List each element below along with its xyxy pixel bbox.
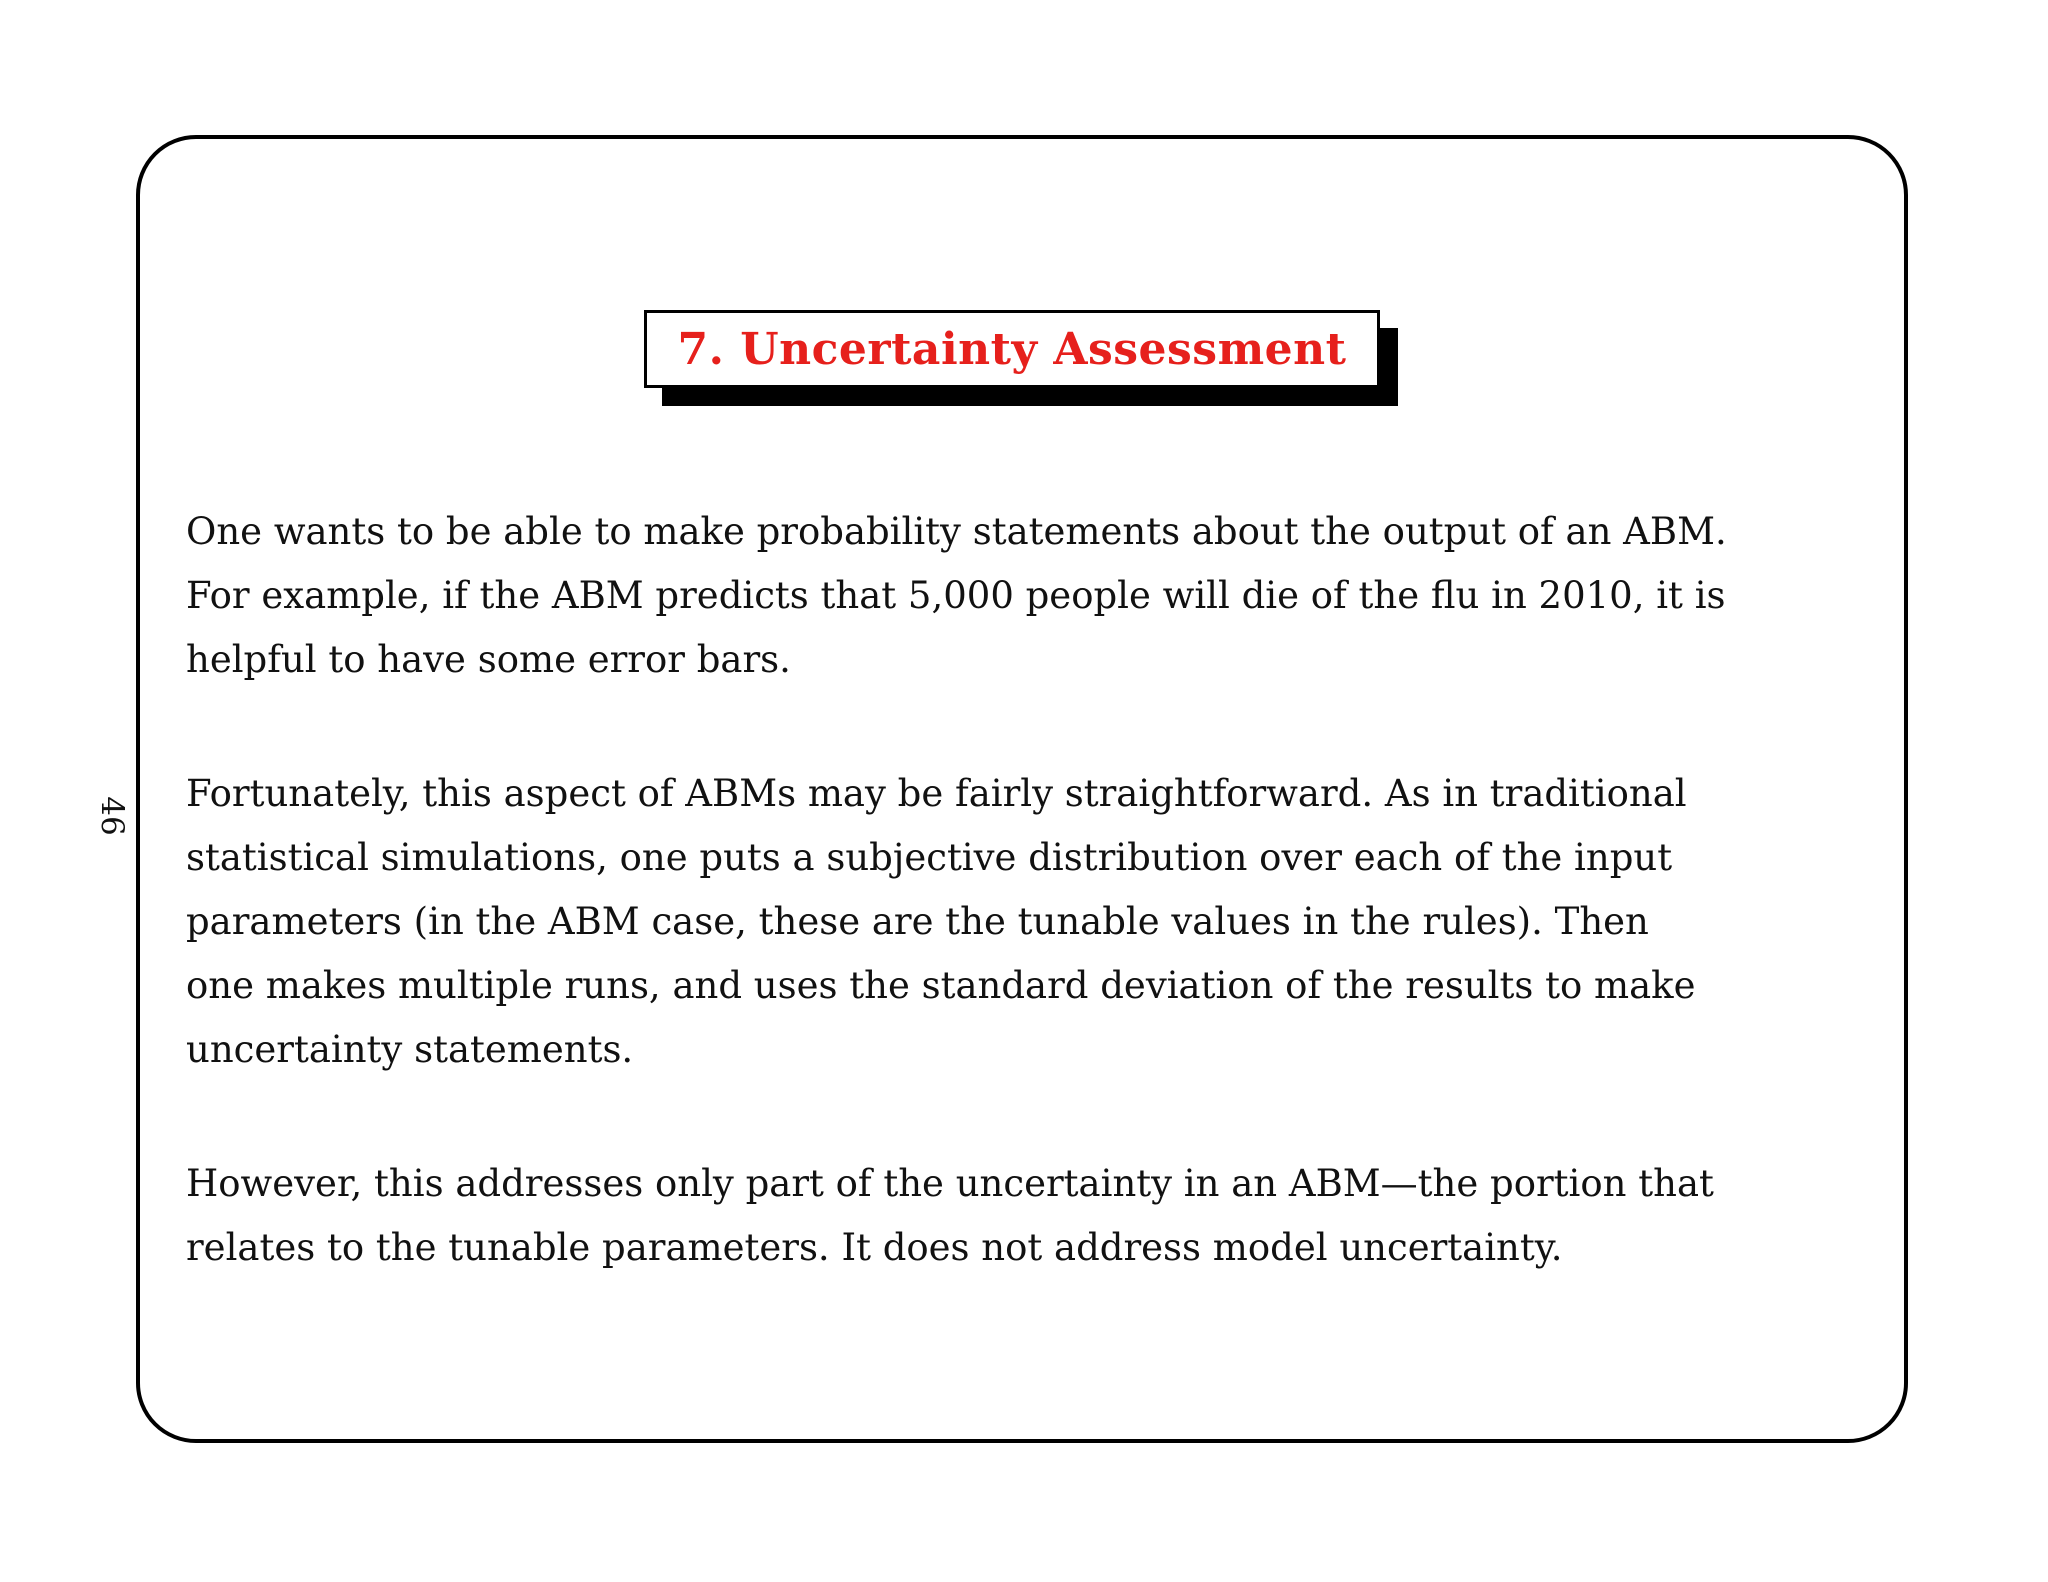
page-number: 46 [94, 796, 130, 836]
slide-title-box [644, 310, 1380, 388]
slide-title: 7. Uncertainty Assessment [677, 323, 1347, 375]
title-frame [644, 310, 1380, 388]
paragraph-probability-statements: One wants to be able to make probability statements about the output of an ABM. For example, if the ABM predicts that 5,000 people will die of the flu in 2010, it is helpful to have some error bars. [186, 510, 1727, 681]
paragraph-model-uncertainty: However, this addresses only part of the uncertainty in an ABM—the portion that relates to the tunable parameters. It does not address model uncertainty. [186, 1162, 1714, 1269]
slide-body [186, 500, 1876, 1280]
paragraph-simulation-approach: Fortunately, this aspect of ABMs may be fairly straightforward. As in traditional statistical simulations, one puts a subjective distribution over each of the input parameters (in the ABM case, these are the tunable values in the rules). Then one makes multiple runs, and uses the standard deviation of the results to make uncertainty statements. [186, 772, 1696, 1071]
